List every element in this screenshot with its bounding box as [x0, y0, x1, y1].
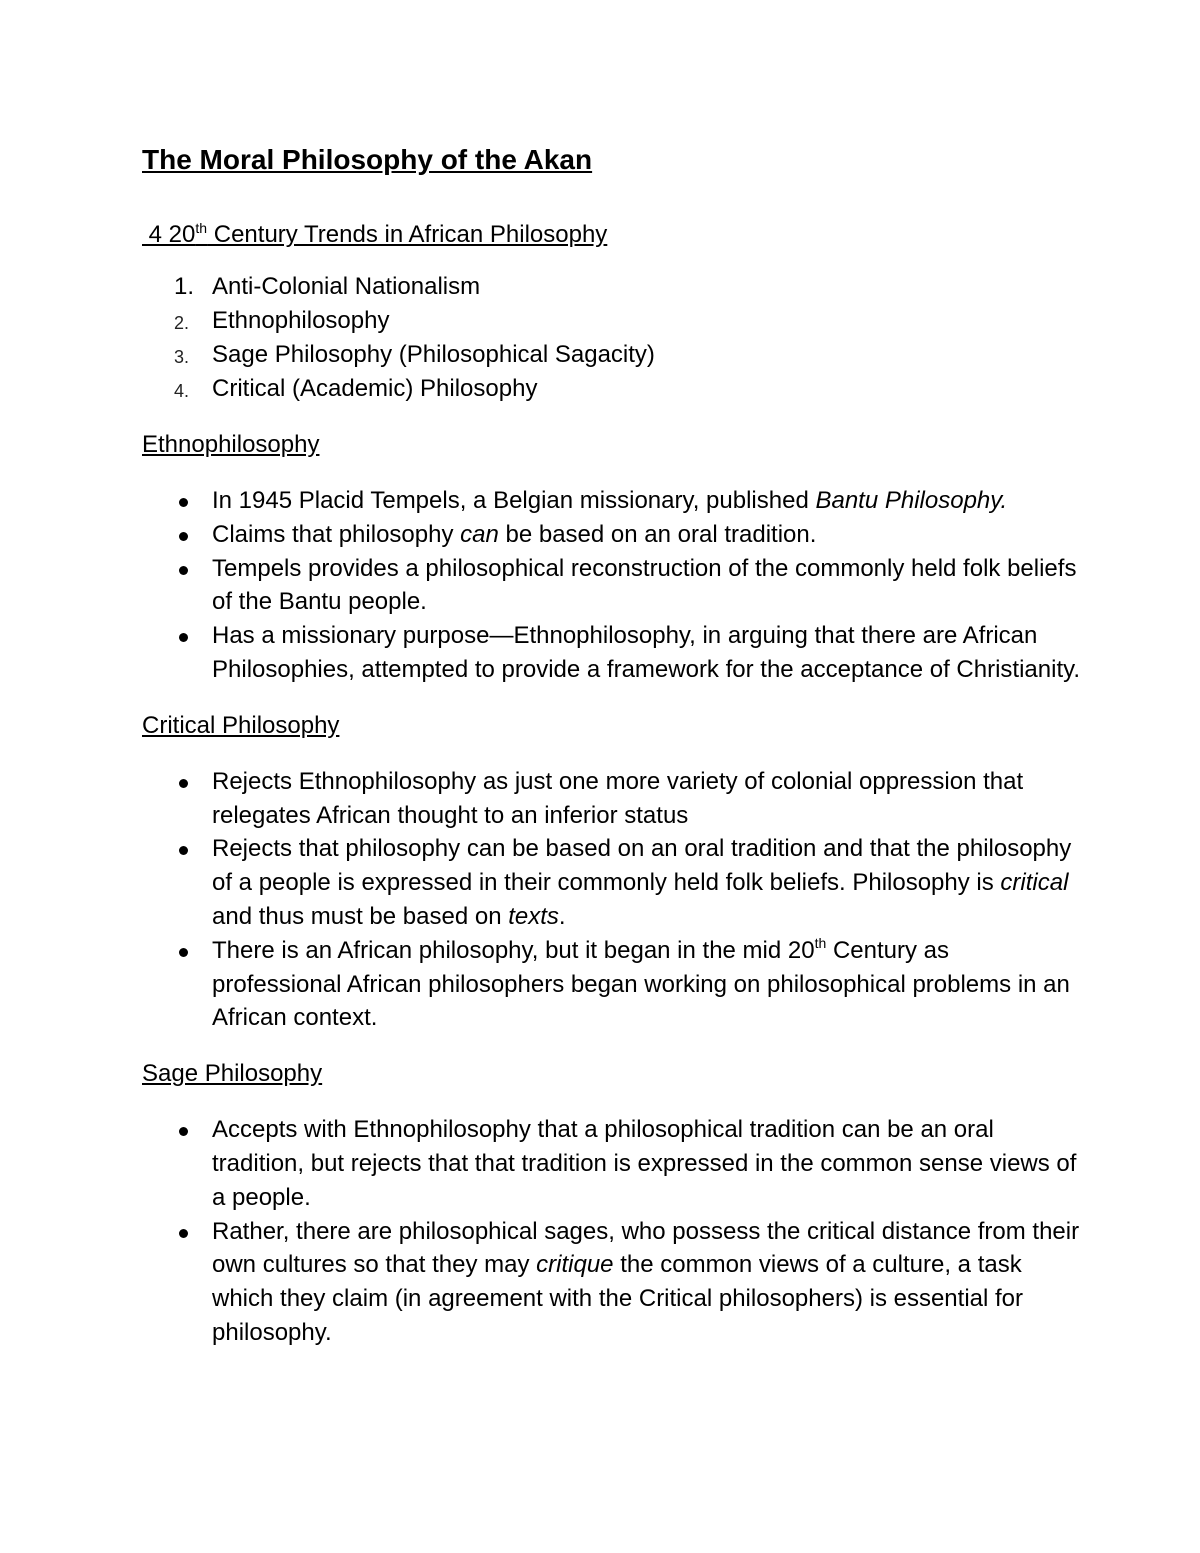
list-item [142, 338, 1082, 372]
critical-philosophy-heading: Critical Philosophy [142, 711, 340, 739]
trends-heading-superscript: th [195, 220, 208, 236]
document-page [142, 140, 1082, 1350]
bullet-text: Rather, there are philosophical sages, who possess the critical distance from their own cultures so that they may [212, 1217, 1080, 1279]
bullet-text: There is an African philosophy, but it began in the mid 20 [212, 936, 815, 964]
bullet-text: Accepts with Ethnophilosophy that a philosophical tradition can be an oral tradition, but rejects that that tradition is expressed in the common sense views of a people. [212, 1116, 1077, 1211]
bullet-item [142, 619, 1082, 687]
bullet-item [142, 934, 1082, 1035]
emphasis-text: texts [508, 902, 559, 930]
bullet-text: be based on an oral tradition. [498, 520, 817, 548]
ethnophilosophy-bullets [142, 484, 1082, 687]
bullet-dot-icon [179, 779, 188, 788]
list-item [142, 270, 1082, 304]
list-number: 4. [174, 381, 190, 401]
bullet-dot-icon [179, 532, 188, 541]
emphasis-text: critique [536, 1251, 614, 1279]
bullet-item [142, 1113, 1082, 1214]
bullet-dot-icon [179, 633, 188, 642]
bullet-dot-icon [179, 498, 188, 507]
trends-list [142, 270, 1082, 406]
bullet-text: Century as professional African philosophers began working on philosophical problems in an African context. [212, 936, 1070, 1032]
bullet-dot-icon [179, 846, 188, 855]
list-number: 3. [174, 347, 190, 367]
bullet-item [142, 518, 1082, 552]
trends-heading-suffix: Century Trends in African Philosophy [207, 221, 608, 248]
list-item [142, 304, 1082, 338]
book-title: Bantu Philosophy. [815, 487, 1008, 514]
sage-philosophy-bullets [142, 1113, 1082, 1350]
list-item-text: Sage Philosophy (Philosophical Sagacity) [212, 341, 655, 368]
bullet-dot-icon [179, 566, 188, 575]
list-number: 1. [174, 273, 195, 300]
bullet-text: Has a missionary purpose—Ethnophilosophy, in arguing that there are African Philosophies, attempted to provide a framework for the acceptance of Christianity. [212, 622, 1080, 683]
sage-philosophy-heading: Sage Philosophy [142, 1060, 323, 1088]
bullet-item [142, 832, 1082, 933]
superscript: th [814, 934, 827, 951]
emphasis-text: critical [1000, 869, 1069, 897]
bullet-item [142, 552, 1082, 620]
list-item-text: Critical (Academic) Philosophy [212, 375, 538, 402]
bullet-text: In 1945 Placid Tempels, a Belgian missionary, published [212, 487, 816, 514]
bullet-text: Rejects Ethnophilosophy as just one more variety of colonial oppression that relegates African thought to an inferior status [212, 767, 1024, 829]
list-item-text: Ethnophilosophy [212, 307, 390, 334]
document-title: The Moral Philosophy of the Akan [142, 144, 593, 175]
trends-heading-prefix: 4 20 [142, 221, 196, 248]
bullet-text: Tempels provides a philosophical reconstruction of the commonly held folk beliefs of the Bantu people. [212, 554, 1077, 616]
list-item-text: Anti-Colonial Nationalism [212, 273, 481, 300]
emphasis-text: can [460, 520, 499, 548]
bullet-dot-icon [179, 1127, 188, 1136]
bullet-dot-icon [179, 948, 188, 957]
list-item [142, 372, 1082, 406]
bullet-text: and thus must be based on [212, 902, 509, 930]
bullet-text: . [558, 902, 566, 930]
critical-philosophy-bullets [142, 765, 1082, 1035]
bullet-text: Rejects that philosophy can be based on an oral tradition and that the philosophy of a people is expressed in their commonly held folk beliefs. Philosophy is [212, 835, 1072, 897]
trends-heading [142, 218, 1082, 252]
ethnophilosophy-heading: Ethnophilosophy [142, 431, 320, 458]
bullet-item [142, 1215, 1082, 1350]
list-number: 2. [174, 313, 190, 333]
bullet-item [142, 484, 1082, 518]
bullet-item [142, 765, 1082, 833]
bullet-text: Claims that philosophy [212, 520, 461, 548]
bullet-text: the common views of a culture, a task which they claim (in agreement with the Critical philosophers) is essential for philosophy. [212, 1251, 1024, 1346]
bullet-dot-icon [179, 1229, 188, 1238]
